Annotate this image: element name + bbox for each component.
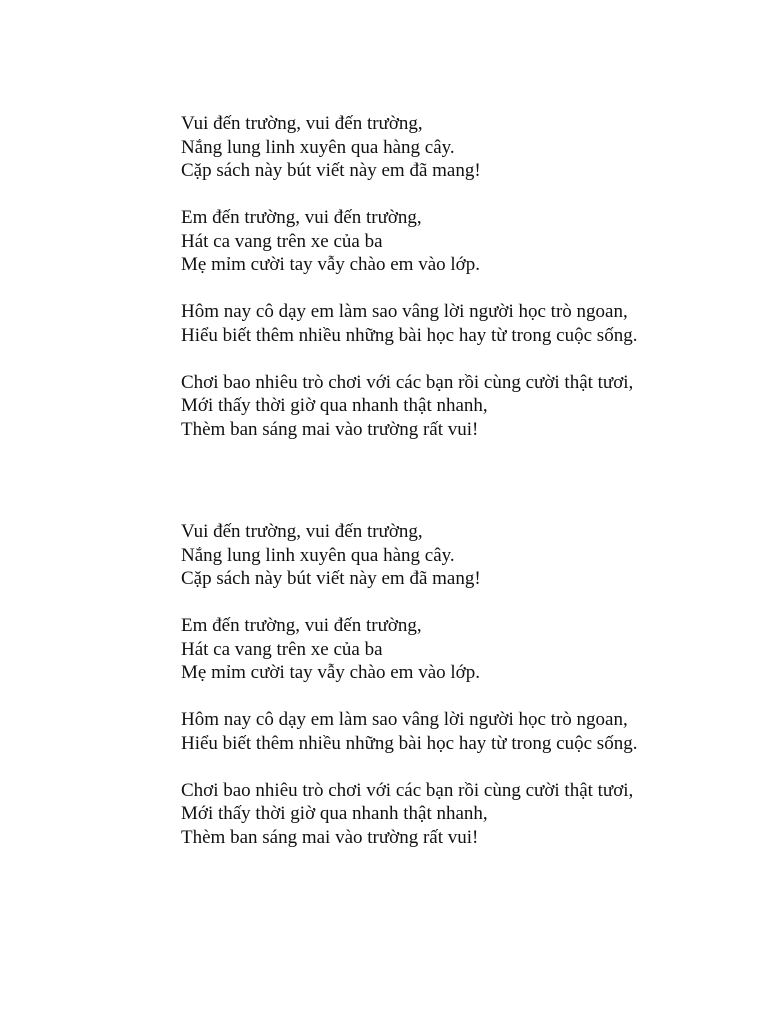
poem-line: Mới thấy thời giờ qua nhanh thật nhanh, [181, 395, 488, 416]
poem-line: Thèm ban sáng mai vào trường rất vui! [181, 418, 479, 440]
poem-line: Nắng lung linh xuyên qua hàng cây. [181, 136, 455, 158]
poem-line: Em đến trường, vui đến trường, [181, 615, 422, 636]
poem-line: Hát ca vang trên xe của ba [181, 230, 383, 252]
poem-line: Cặp sách này bút viết này em đã mang! [181, 160, 481, 181]
stanza-4 [181, 779, 741, 850]
stanza-4 [181, 371, 741, 442]
poem-line: Cặp sách này bút viết này em đã mang! [181, 568, 481, 589]
poem-line: Hát ca vang trên xe của ba [181, 638, 383, 660]
stanza-1 [181, 112, 741, 183]
poem-line: Thèm ban sáng mai vào trường rất vui! [181, 826, 479, 848]
poem-line: Chơi bao nhiêu trò chơi với các bạn rồi cùng cười thật tươi, [181, 779, 634, 801]
poem-line: Chơi bao nhiêu trò chơi với các bạn rồi cùng cười thật tươi, [181, 371, 634, 393]
stanza-2 [181, 206, 741, 277]
stanza-3 [181, 708, 741, 755]
stanza-2 [181, 614, 741, 685]
poem-line: Nắng lung linh xuyên qua hàng cây. [181, 544, 455, 566]
poem-line: Vui đến trường, vui đến trường, [181, 113, 423, 134]
poem-line: Em đến trường, vui đến trường, [181, 207, 422, 228]
poem-block-2 [181, 520, 741, 849]
poem-line: Hiểu biết thêm nhiều những bài học hay từ trong cuộc sống. [181, 324, 638, 346]
stanza-3 [181, 300, 741, 347]
poem-line: Hiểu biết thêm nhiều những bài học hay từ trong cuộc sống. [181, 732, 638, 754]
poem-block-1 [181, 112, 741, 441]
poem-line: Mẹ mỉm cười tay vẫy chào em vào lớp. [181, 254, 480, 275]
poem-line: Mẹ mỉm cười tay vẫy chào em vào lớp. [181, 662, 480, 683]
poem-line: Mới thấy thời giờ qua nhanh thật nhanh, [181, 803, 488, 824]
poem-line: Hôm nay cô dạy em làm sao vâng lời người học trò ngoan, [181, 301, 628, 322]
stanza-1 [181, 520, 741, 591]
poem-line: Vui đến trường, vui đến trường, [181, 521, 423, 542]
poem-line: Hôm nay cô dạy em làm sao vâng lời người học trò ngoan, [181, 709, 628, 730]
